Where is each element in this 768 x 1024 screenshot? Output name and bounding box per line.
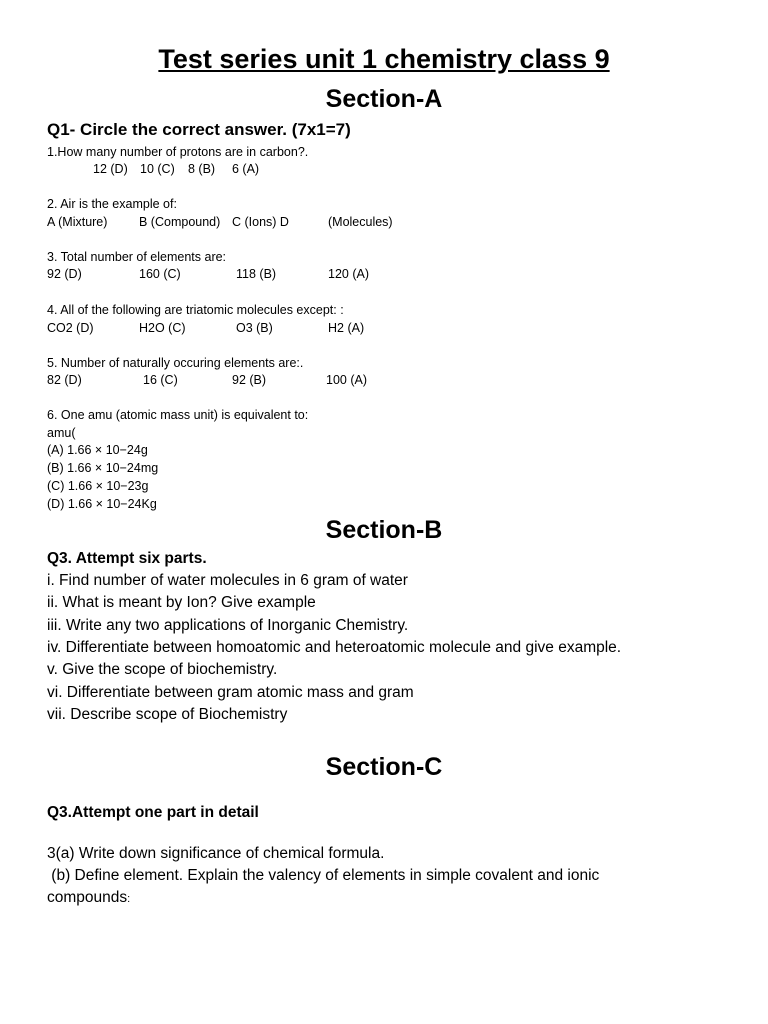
option: 82 (D) (47, 373, 82, 387)
section-b-heading: Section-B (325, 516, 443, 544)
option: (A) 1.66 × 10−24g (47, 443, 148, 457)
q3-detail-heading: Q3.Attempt one part in detail (47, 804, 259, 821)
part-b-text: compounds (47, 889, 128, 906)
option: A (Mixture) (47, 215, 108, 229)
option: (D) 1.66 × 10−24Kg (47, 497, 157, 511)
q1-heading: Q1- Circle the correct answer. (7x1=7) (47, 120, 351, 139)
option: (C) 1.66 × 10−23g (47, 479, 149, 493)
page-title: Test series unit 1 chemistry class 9 (158, 44, 610, 74)
question-text: 5. Number of naturally occuring elements are:. (47, 356, 304, 370)
option: 6 (A) (232, 162, 260, 176)
section-c-heading: Section-C (325, 753, 443, 781)
option: H2 (A) (328, 321, 365, 335)
list-item: iii. Write any two applications of Inorganic Chemistry. (47, 617, 409, 634)
part-b-line2 (47, 889, 130, 907)
question-subtext: amu( (47, 426, 76, 440)
option: 10 (C) (140, 162, 175, 176)
question-text: 1.How many number of protons are in carbon?. (47, 145, 309, 159)
list-item: vi. Differentiate between gram atomic mass and gram (47, 684, 414, 701)
option: 160 (C) (139, 267, 181, 281)
part-b-colon: : (127, 893, 131, 905)
list-item: v. Give the scope of biochemistry. (47, 661, 278, 678)
option: 8 (B) (188, 162, 216, 176)
question-text: 6. One amu (atomic mass unit) is equivalent to: (47, 408, 309, 422)
option: 120 (A) (328, 267, 369, 281)
option: 118 (B) (236, 267, 277, 281)
option: C (Ions) D (232, 215, 289, 229)
option: 100 (A) (326, 373, 367, 387)
option: 12 (D) (93, 162, 128, 176)
question-text: 2. Air is the example of: (47, 197, 177, 211)
question-text: 4. All of the following are triatomic molecules except: : (47, 303, 344, 317)
option: O3 (B) (236, 321, 273, 335)
list-item: i. Find number of water molecules in 6 gram of water (47, 572, 408, 589)
list-item: ii. What is meant by Ion? Give example (47, 594, 316, 611)
q3-heading: Q3. Attempt six parts. (47, 550, 207, 567)
section-a-heading: Section-A (325, 85, 443, 113)
option: 92 (D) (47, 267, 82, 281)
part-b-line1: (b) Define element. Explain the valency of elements in simple covalent and ionic (47, 867, 600, 884)
option: 92 (B) (232, 373, 267, 387)
option: CO2 (D) (47, 321, 94, 335)
question-text: 3. Total number of elements are: (47, 250, 227, 264)
option: (B) 1.66 × 10−24mg (47, 461, 159, 475)
option: H2O (C) (139, 321, 186, 335)
option: 16 (C) (143, 373, 178, 387)
part-a: 3(a) Write down significance of chemical formula. (47, 845, 385, 862)
list-item: vii. Describe scope of Biochemistry (47, 706, 288, 723)
option: (Molecules) (328, 215, 393, 229)
option: B (Compound) (139, 215, 221, 229)
list-item: iv. Differentiate between homoatomic and heteroatomic molecule and give example. (47, 639, 622, 656)
